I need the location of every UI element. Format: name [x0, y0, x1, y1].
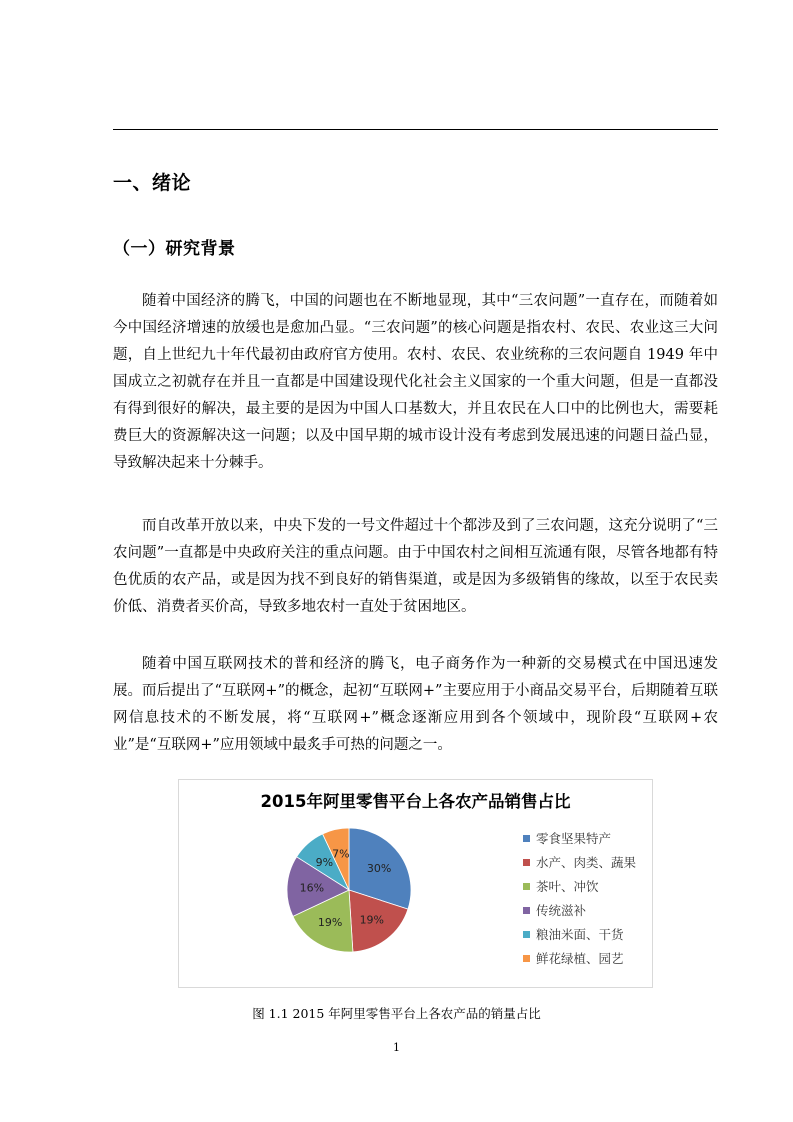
- legend-swatch: [523, 883, 530, 890]
- pie-slice-label-5: 9%: [315, 856, 334, 870]
- legend-label: 传统滋补: [536, 903, 587, 918]
- page-number: 1: [393, 1041, 400, 1054]
- body-paragraph-1: 随着中国经济的腾飞，中国的问题也在不断地显现，其中“三农问题”一直存在，而随着如今中国经济增速的放缓也是愈加凸显。“三农问题”的核心问题是指农村、农民、农业这三大问题，自上世纪九十年代最初由政府官方使用。农村、农民、农业统称的三农问题自 1949 年中国成立之初就存在并且一直都是中国建设现代化社会主义国家的一个重大问题，但是一直都没有得到很好的解决，最主要的是因为中国人口基数大，并且农民在人口中的比例也大，需要耗费巨大的资源解决这一问题；以及中国早期的城市设计没有考虑到发展迅速的问题日益凸显，导致解决起来十分棘手。: [113, 293, 718, 471]
- body-paragraph-3: 随着中国互联网技术的普和经济的腾飞，电子商务作为一种新的交易模式在中国迅速发展。而后提出了“互联网+”的概念，起初“互联网+”主要应用于小商品交易平台，后期随着互联网信息技术的不断发展，将“互联网+”概念逐渐应用到各个领域中，现阶段“互联网+农业”是“互联网+”应用领域中最炙手可热的问题之一。: [113, 656, 718, 753]
- pie-slice-label-4: 16%: [299, 881, 325, 895]
- header-rule: [113, 129, 718, 130]
- legend-label: 鲜花绿植、园艺: [536, 951, 624, 966]
- legend-swatch: [523, 907, 530, 914]
- legend-label: 粮油米面、干货: [536, 927, 624, 942]
- legend-label: 零食坚果特产: [536, 831, 612, 846]
- legend-item-1: [523, 826, 636, 850]
- legend-item-5: [523, 922, 636, 946]
- body-paragraph-2: 而自改革开放以来，中央下发的一号文件超过十个都涉及到了三农问题，这充分说明了“三农问题”一直都是中央政府关注的重点问题。由于中国农村之间相互流通有限，尽管各地都有特色优质的农产品，或是因为找不到良好的销售渠道，或是因为多级销售的缘故，以至于农民卖价低、消费者买价高，导致多地农村一直处于贫困地区。: [113, 518, 718, 615]
- legend-swatch: [523, 859, 530, 866]
- pie-slice-label-3: 19%: [317, 916, 343, 929]
- legend-item-6: [523, 946, 636, 970]
- figure-caption: 图 1.1 2015 年阿里零售平台上各农产品的销量占比: [252, 1006, 541, 1021]
- pie-slice-label-1: 30%: [366, 862, 392, 876]
- section-heading: （一）研究背景: [113, 239, 236, 259]
- legend-item-2: [523, 850, 636, 874]
- chapter-heading: 一、绪论: [113, 172, 192, 194]
- legend-label: 茶叶、冲饮: [536, 879, 599, 894]
- pie-slice-label-6: 7%: [332, 847, 350, 861]
- legend-swatch: [523, 835, 530, 842]
- legend-swatch: [523, 931, 530, 938]
- chart-title: 2015年阿里零售平台上各农产品销售占比: [260, 792, 571, 811]
- pie-slice-label-2: 19%: [359, 913, 385, 927]
- chart-legend: [523, 826, 636, 970]
- legend-label: 水产、肉类、蔬果: [536, 855, 637, 870]
- legend-item-4: [523, 898, 636, 922]
- legend-swatch: [523, 955, 530, 962]
- pie-chart: [178, 779, 653, 988]
- legend-item-3: [523, 874, 636, 898]
